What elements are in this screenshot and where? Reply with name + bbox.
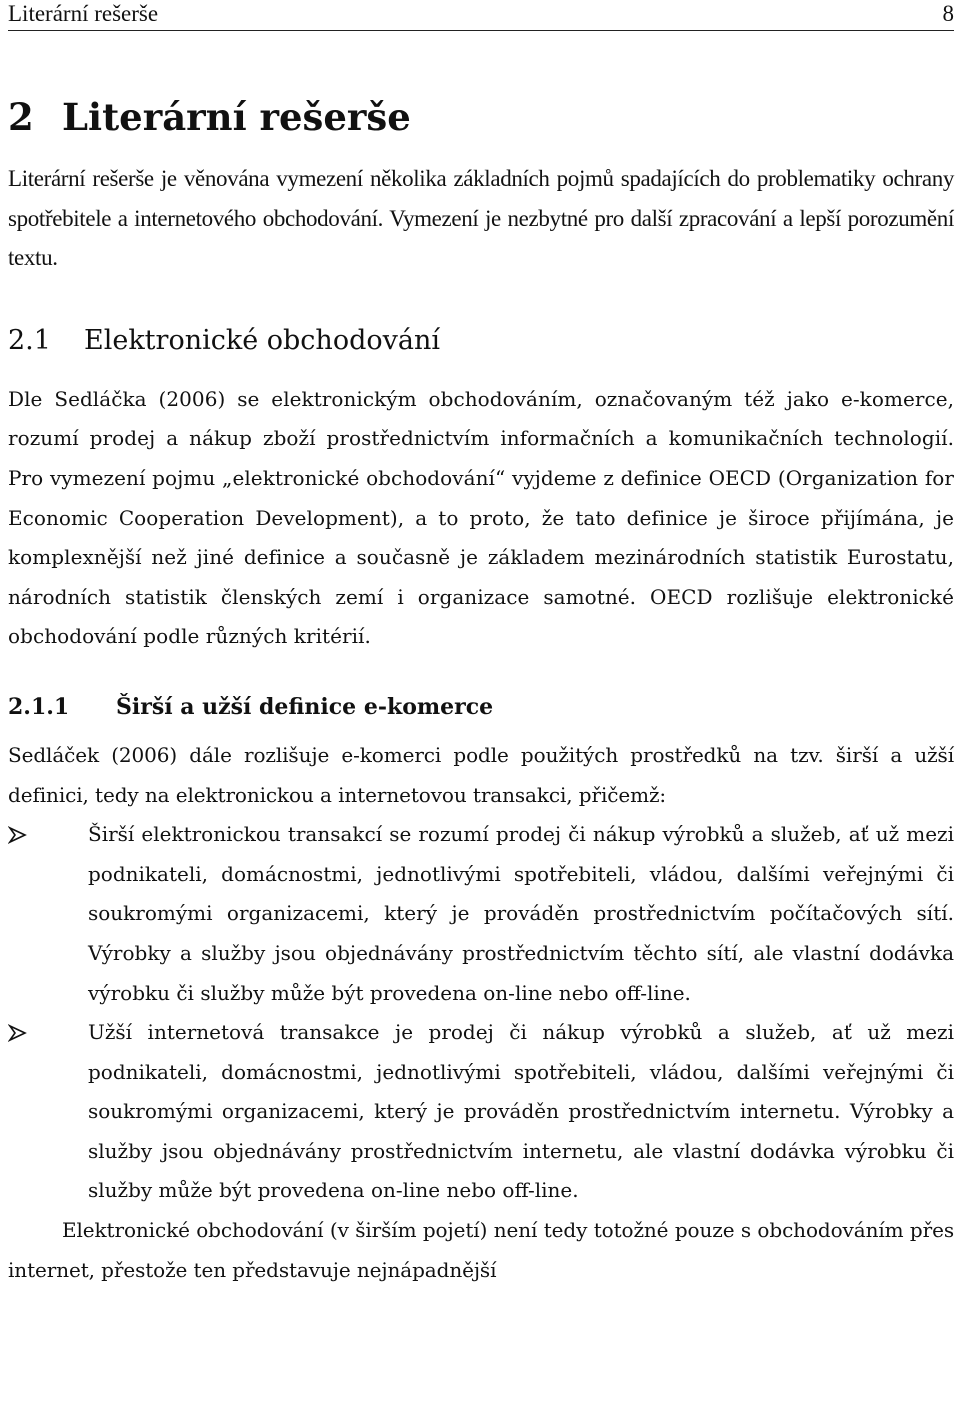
chapter-heading <box>8 95 954 139</box>
subsection-number: 2.1.1 <box>8 693 70 720</box>
list-item-text: Užší internetová transakce je prodej či nákup výrobků a služeb, ať už mezi podnikateli, domácnostmi, jednotlivými spotřebiteli, vládou, dalšími veřejnými či soukromými organizacemi, který je prováděn prostřednictvím internetu. Výrobky a služby jsou objednávány prostřednictvím internetu, ale vlastní dodávka výrobku či služby může být provedena on-line nebo off-line. <box>88 1020 954 1203</box>
chapter-intro-paragraph: Literární rešerše je věnována vymezení několika základních pojmů spadajících do problematiky ochrany spotřebitele a internetového obchodování. Vymezení je nezbytné pro další zpracování a lepší porozumění textu. <box>8 166 954 271</box>
page-number: 8 <box>942 1 954 26</box>
section-number: 2.1 <box>8 324 51 356</box>
chapter-number: 2 <box>8 95 34 139</box>
list-item <box>8 815 954 1013</box>
section-heading <box>8 324 954 358</box>
definition-list <box>8 815 954 1211</box>
closing-paragraph: Elektronické obchodování (v širším pojetí) není tedy totožné pouze s obchodováním přes internet, přestože ten představuje nejnápadnější <box>8 1218 954 1282</box>
subsection-paragraph: Sedláček (2006) dále rozlišuje e-komerci podle použitých prostředků na tzv. širší a užší definici, tedy na elektronickou a internetovou transakci, přičemž: <box>8 742 954 807</box>
list-item <box>8 1013 954 1211</box>
subsection-title: Širší a užší definice e-komerce <box>116 693 494 720</box>
arrow-bullet-icon <box>8 815 32 855</box>
running-header <box>8 0 954 31</box>
chapter-title: Literární rešerše <box>62 95 411 139</box>
section-title: Elektronické obchodování <box>84 324 440 356</box>
list-item-text: Širší elektronickou transakcí se rozumí prodej či nákup výrobků a služeb, ať už mezi podnikateli, domácnostmi, jednotlivými spotřebiteli, vládou, dalšími veřejnými či soukromými organizacemi, který je prováděn prostřednictvím počítačových sítí. Výrobky a služby jsou objednávány prostřednictvím těchto sítí, ale vlastní dodávka výrobku či služby může být provedena on-line nebo off-line. <box>88 822 954 1005</box>
document-page <box>8 0 954 1290</box>
subsection-heading <box>8 692 954 722</box>
section-paragraph: Dle Sedláčka (2006) se elektronickým obchodováním, označovaným též jako e-komerce, rozumí prodej a nákup zboží prostřednictvím informačních a komunikačních technologií. Pro vymezení pojmu „elektronické obchodování“ vyjdeme z definice OECD (Organization for Economic Cooperation Development), a to proto, že tato definice je široce přijímána, je komplexnější než jiné definice a současně je základem mezinárodních statistik Eurostatu, národních statistik členských zemí i organizace samotné. OECD rozlišuje elektronické obchodování podle různých kritérií. <box>8 386 954 649</box>
running-header-title: Literární rešerše <box>8 1 159 26</box>
arrow-bullet-icon <box>8 1013 32 1053</box>
